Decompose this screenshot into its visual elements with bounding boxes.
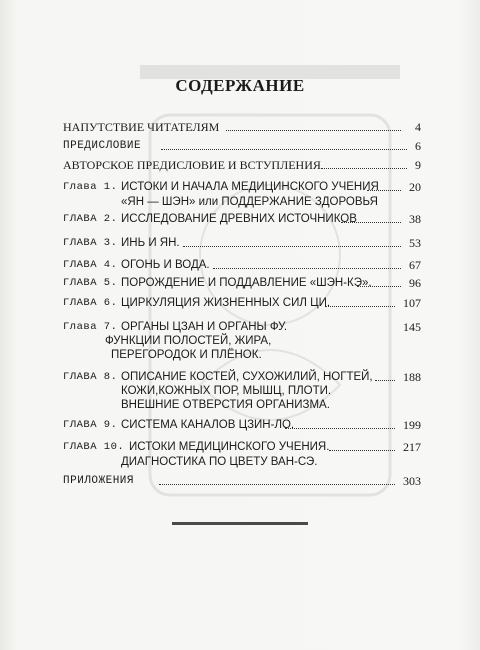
entry-title: ЦИРКУЛЯЦИЯ ЖИЗНЕННЫХ СИЛ ЦИ.	[121, 297, 331, 309]
entry-title-line-2: «ЯН — ШЭН» или ПОДДЕРЖАНИЕ ЗДОРОВЬЯ	[121, 196, 378, 208]
chapter-number: Глава 1.	[63, 181, 118, 193]
entry-title: ИСТОКИ И НАЧАЛА МЕДИЦИНСКОГО УЧЕНИЯ	[121, 181, 379, 193]
dot-leader	[325, 306, 395, 307]
entry-title: ИССЛЕДОВАНИЕ ДРЕВНИХ ИСТОЧНИКОВ	[121, 213, 357, 225]
entry-page: 9	[415, 158, 421, 172]
entry-page: 20	[409, 180, 421, 194]
entry-title-line-3: ВНЕШНИЕ ОТВЕРСТИЯ ОРГАНИЗМА.	[121, 399, 330, 411]
entry-title: ИНЬ И ЯН.	[121, 237, 180, 249]
dot-leader	[375, 380, 395, 381]
dot-leader	[183, 246, 401, 247]
toc-entry-chapter-1[interactable]	[63, 180, 421, 210]
chapter-number: ГЛАВА 9.	[63, 419, 118, 431]
chapter-number: ГЛАВА 6.	[63, 297, 118, 309]
entry-page: 96	[409, 276, 421, 290]
entry-page: 6	[415, 139, 421, 153]
entry-title-line-2: ФУНКЦИИ ПОЛОСТЕЙ, ЖИРА,	[105, 335, 272, 347]
entry-title: ОРГАНЫ ЦЗАН И ОРГАНЫ ФУ.	[121, 321, 288, 333]
entry-title: НАПУТСТВИЕ ЧИТАТЕЛЯМ	[63, 120, 220, 134]
dot-leader	[213, 268, 401, 269]
toc-entry-chapter-8[interactable]	[63, 370, 421, 414]
dot-leader	[367, 190, 401, 191]
entry-page: 217	[403, 440, 421, 454]
chapter-number: ГЛАВА 3.	[63, 237, 118, 249]
toc-entry-chapter-10[interactable]	[63, 440, 421, 470]
entry-page: 4	[415, 120, 421, 134]
entry-page: 303	[403, 474, 421, 488]
chapter-number: ГЛАВА 4.	[63, 259, 118, 271]
entry-page: 53	[409, 236, 421, 250]
entry-title: ИСТОКИ МЕДИЦИНСКОГО УЧЕНИЯ.	[129, 441, 330, 453]
dot-leader	[341, 222, 401, 223]
chapter-number: ГЛАВА 8.	[63, 371, 118, 383]
dot-leader	[329, 450, 395, 451]
entry-page: 145	[403, 320, 421, 334]
entry-title-line-2: КОЖИ,КОЖНЫХ ПОР, МЫШЦ, ПЛОТИ.	[121, 385, 332, 397]
entry-title: ОГОНЬ И ВОДА.	[121, 259, 210, 271]
dot-leader	[357, 286, 401, 287]
entry-title: ПРЕДИСЛОВИЕ	[63, 140, 142, 152]
dot-leader	[226, 130, 401, 131]
dot-leader	[161, 149, 407, 150]
entry-title: ОПИСАНИЕ КОСТЕЙ, СУХОЖИЛИЙ, НОГТЕЙ,	[121, 371, 373, 383]
page-title: СОДЕРЖАНИЕ	[175, 76, 305, 95]
entry-page: 199	[403, 418, 421, 432]
entry-page: 188	[403, 370, 421, 384]
chapter-number: ГЛАВА 2.	[63, 213, 118, 225]
chapter-number: Глава 7.	[63, 321, 118, 333]
chapter-number: ГЛАВА 10.	[63, 441, 125, 453]
entry-page: 107	[403, 296, 421, 310]
dot-leader	[159, 484, 395, 485]
dot-leader	[321, 168, 407, 169]
entry-page: 67	[409, 258, 421, 272]
dot-leader	[285, 428, 395, 429]
entry-title: СИСТЕМА КАНАЛОВ ЦЗИН-ЛО.	[121, 419, 295, 431]
entry-title-line-3: ПЕРЕГОРОДОК И ПЛЁНОК.	[111, 349, 262, 361]
chapter-number: ГЛАВА 5.	[63, 277, 118, 289]
toc-entry-chapter-7[interactable]	[63, 320, 421, 364]
entry-title-line-2: ДИАГНОСТИКА ПО ЦВЕТУ ВАН-СЭ.	[121, 456, 318, 468]
entry-page: 38	[409, 212, 421, 226]
end-rule	[172, 522, 308, 525]
entry-title: ПОРОЖДЕНИЕ И ПОДДАВЛЕНИЕ «ШЭН-КЭ».	[121, 277, 372, 289]
entry-title: АВТОРСКОЕ ПРЕДИСЛОВИЕ И ВСТУПЛЕНИЯ	[63, 158, 321, 172]
entry-title: ПРИЛОЖЕНИЯ	[63, 475, 135, 487]
